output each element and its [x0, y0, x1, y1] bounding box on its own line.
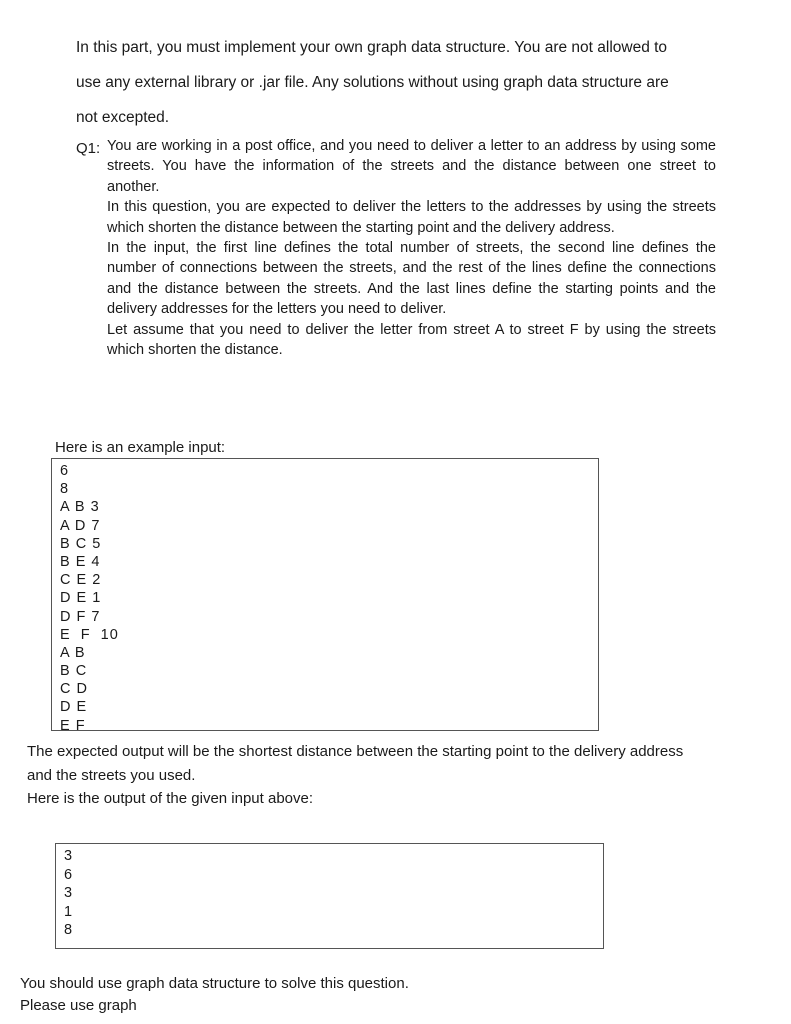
- example-output-lines: [64, 847, 72, 940]
- intro-text: [76, 30, 726, 135]
- input-line: D E: [60, 699, 88, 716]
- input-line: C E 2: [60, 572, 102, 589]
- footer-note: [20, 973, 409, 1017]
- input-line: E F 10: [60, 626, 119, 643]
- output-line: 3: [64, 885, 73, 901]
- input-line: D F 7: [60, 608, 101, 625]
- intro-line: In this part, you must implement your own graph data structure. You are not allowed to: [76, 39, 668, 56]
- input-line: 8: [60, 481, 70, 498]
- intro-line: use any external library or .jar file. Any solutions without using graph data structure are: [76, 74, 669, 91]
- expected-line: Here is the output of the given input above:: [27, 790, 314, 807]
- intro-line: not excepted.: [76, 109, 170, 126]
- output-line: 3: [64, 848, 73, 864]
- footer-line: Please use graph: [20, 997, 137, 1014]
- output-line: 8: [64, 922, 73, 938]
- question-body: [107, 136, 716, 360]
- question-paragraph: In this question, you are expected to deliver the letters to the addresses by using the streets which shorten the distance between the starting point and the delivery address.: [107, 199, 716, 236]
- input-line: D E 1: [60, 590, 102, 607]
- input-line: E F: [60, 717, 86, 734]
- input-line: A D 7: [60, 517, 101, 534]
- output-line: 1: [64, 903, 73, 920]
- question-paragraph: You are working in a post office, and you need to deliver a letter to an address by using some streets. You have the information of the streets and the distance between one street to another.: [107, 138, 716, 195]
- input-line: A B 3: [60, 499, 100, 516]
- output-line: 6: [64, 866, 73, 883]
- question-paragraph: Let assume that you need to deliver the letter from street A to street F by using the streets which shorten the distance.: [107, 321, 716, 359]
- input-line: A B: [60, 644, 86, 661]
- input-line: B C: [60, 663, 88, 680]
- example-input-box: [51, 458, 599, 734]
- input-line: B C 5: [60, 535, 102, 552]
- example-input-label: Here is an example input:: [55, 439, 226, 456]
- footer-line: You should use graph data structure to solve this question.: [20, 975, 409, 992]
- expected-output-description: [27, 740, 767, 811]
- input-line: 6: [60, 463, 70, 479]
- question-label: Q1:: [76, 140, 101, 157]
- expected-line: and the streets you used.: [27, 766, 196, 784]
- example-output-box: [55, 843, 604, 949]
- example-input-lines: [60, 462, 119, 735]
- question-paragraph: In the input, the first line defines the total number of streets, the second line defines the number of connections between the streets, and the rest of the lines define the connections and the distance between the streets. And the last lines define the starting points and the delivery addresses for the letters you need to deliver.: [107, 240, 716, 318]
- input-line: C D: [60, 681, 88, 698]
- expected-line: The expected output will be the shortest distance between the starting point to the delivery address: [27, 743, 684, 760]
- input-line: B E 4: [60, 553, 101, 570]
